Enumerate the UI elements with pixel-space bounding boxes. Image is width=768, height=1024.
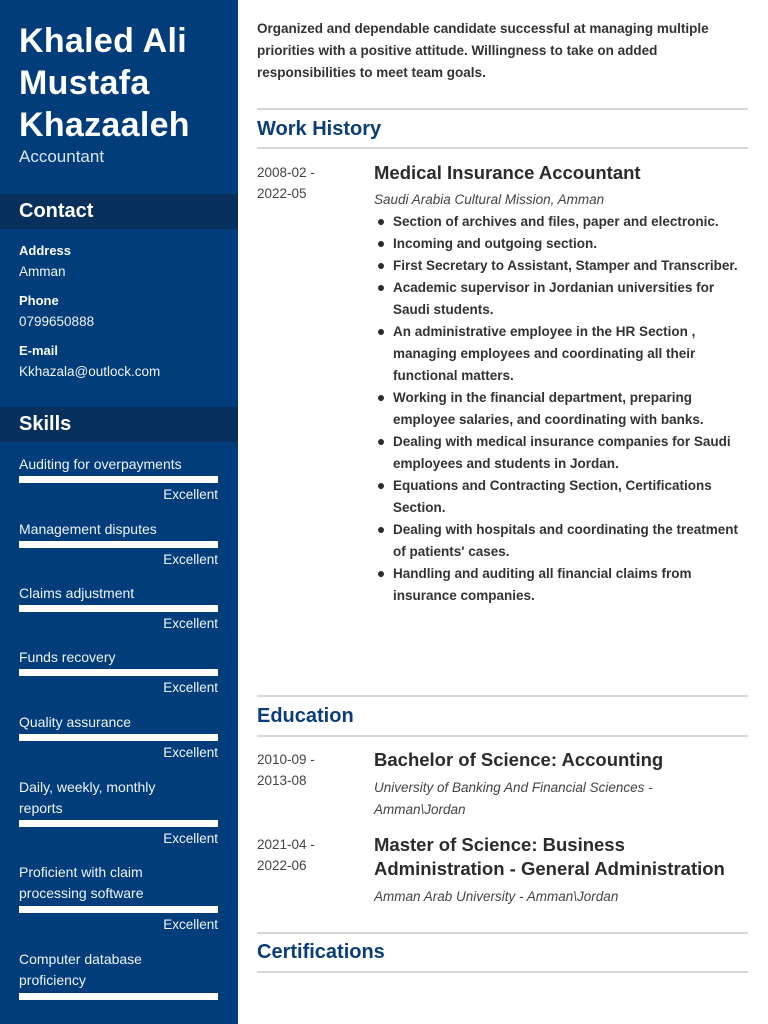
education-school: University of Banking And Financial Sciences - Amman\Jordan (374, 780, 653, 817)
skill-name: Daily, weekly, monthly reports (19, 779, 156, 816)
divider (257, 971, 748, 973)
work-title: Medical Insurance Accountant (374, 162, 641, 183)
list-item: First Secretary to Assistant, Stamper and Transcriber. (374, 255, 749, 277)
education-dates: 2010-09 - 2013-08 (257, 752, 315, 788)
list-item: Dealing with hospitals and coordinating the treatment of patients' cases. (374, 519, 749, 563)
skill-name: Computer database proficiency (19, 951, 142, 988)
education-heading: Education (257, 705, 354, 727)
work-company: Saudi Arabia Cultural Mission, Amman (374, 192, 605, 207)
skill-bar (19, 734, 218, 741)
list-item: An administrative employee in the HR Section , managing employees and coordinating all their functional matters. (374, 321, 749, 387)
certifications-heading: Certifications (257, 941, 385, 963)
list-item: Dealing with medical insurance companies for Saudi employees and students in Jordan. (374, 431, 749, 475)
skill-name: Proficient with claim processing software (19, 864, 144, 901)
skill-bar (19, 993, 218, 1000)
skill-level: Excellent (163, 831, 218, 846)
skill-bar (19, 476, 218, 483)
skill-level: Excellent (163, 487, 218, 502)
skill-level: Excellent (163, 680, 218, 695)
list-item: Equations and Contracting Section, Certifications Section. (374, 475, 749, 519)
education-degree: Master of Science: Business Administration - General Administration (374, 834, 725, 879)
divider (257, 695, 748, 697)
skill-level: Excellent (163, 745, 218, 760)
candidate-title: Accountant (19, 147, 105, 166)
list-item: Handling and auditing all financial claims from insurance companies. (374, 563, 749, 607)
contact-value-address: Amman (19, 264, 66, 279)
sidebar (0, 0, 238, 1024)
duties-list (374, 211, 749, 607)
contact-value-phone: 0799650888 (19, 314, 95, 329)
skill-name: Management disputes (19, 521, 157, 537)
education-school: Amman Arab University - Amman\Jordan (374, 889, 619, 904)
skill-bar (19, 541, 218, 548)
work-dates: 2008-02 - 2022-05 (257, 165, 315, 201)
list-item: Academic supervisor in Jordanian universities for Saudi students. (374, 277, 749, 321)
divider (257, 932, 748, 934)
work-history-heading: Work History (257, 118, 382, 140)
skill-bar (19, 669, 218, 676)
education-degree: Bachelor of Science: Accounting (374, 749, 664, 770)
list-item: Section of archives and files, paper and electronic. (374, 211, 749, 233)
skill-level: Excellent (163, 616, 218, 631)
skill-name: Auditing for overpayments (19, 456, 182, 472)
skill-level: Excellent (163, 552, 218, 567)
summary-text: Organized and dependable candidate successful at managing multiple priorities with a positive attitude. Willingness to take on added responsibilities to meet team goals. (257, 21, 709, 80)
education-dates: 2021-04 - 2022-06 (257, 837, 315, 873)
contact-label-email: E-mail (19, 343, 59, 358)
divider (257, 108, 748, 110)
divider (257, 147, 748, 149)
contact-label-address: Address (19, 243, 72, 258)
skill-name: Claims adjustment (19, 585, 135, 601)
skill-name: Funds recovery (19, 649, 116, 665)
contact-label-phone: Phone (19, 293, 59, 308)
skill-bar (19, 906, 218, 913)
skill-bar (19, 820, 218, 827)
skill-level: Excellent (163, 917, 218, 932)
main-content (257, 0, 749, 1024)
skill-bar (19, 605, 218, 612)
list-item: Incoming and outgoing section. (374, 233, 749, 255)
contact-value-email[interactable]: Kkhazala@outlock.com (19, 364, 161, 379)
skill-name: Quality assurance (19, 714, 132, 730)
list-item: Working in the financial department, preparing employee salaries, and coordinating with banks. (374, 387, 749, 431)
skills-heading: Skills (0, 407, 238, 442)
candidate-name: Khaled Ali Mustafa Khazaaleh (19, 22, 190, 144)
divider (257, 735, 748, 737)
contact-heading: Contact (0, 194, 238, 229)
